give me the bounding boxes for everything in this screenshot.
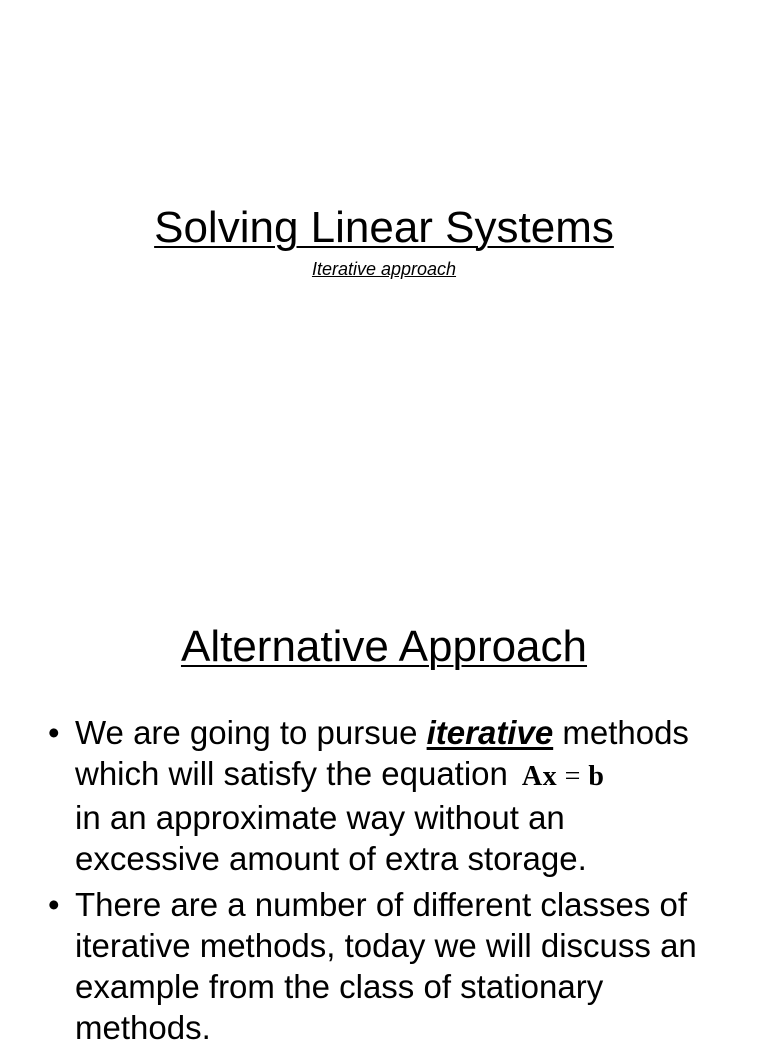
bullet-icon: • xyxy=(48,886,60,923)
slide-subtitle: Iterative approach xyxy=(311,259,457,279)
slide-heading: Alternative Approach xyxy=(180,622,588,671)
bullet-line xyxy=(75,753,748,797)
equation-rhs: b xyxy=(588,761,605,792)
bullet-list xyxy=(0,712,768,1053)
bullet-line: in an approximate way without an xyxy=(75,799,565,836)
bullet-text: methods xyxy=(553,714,689,751)
bullet-line: iterative methods, today we will discuss an xyxy=(75,927,697,964)
slide-alternative-approach xyxy=(0,576,768,1046)
emphasized-word: iterative xyxy=(426,714,554,751)
equation-lhs: Ax xyxy=(521,761,558,792)
bullet-line: methods. xyxy=(75,1009,211,1046)
equation-operator: = xyxy=(564,761,581,792)
slide-title-heading: Solving Linear Systems xyxy=(154,203,614,252)
bullet-item xyxy=(0,712,768,879)
bullet-line: There are a number of different classes of xyxy=(75,886,688,923)
bullet-item xyxy=(0,884,768,1048)
bullet-line xyxy=(75,712,748,753)
bullet-text: We are going to pursue xyxy=(75,714,427,751)
bullet-text: which will satisfy the equation xyxy=(75,755,508,792)
bullet-icon: • xyxy=(48,714,60,751)
equation xyxy=(522,761,605,792)
bullet-line: example from the class of stationary xyxy=(75,968,604,1005)
bullet-line: excessive amount of extra storage. xyxy=(75,840,587,877)
